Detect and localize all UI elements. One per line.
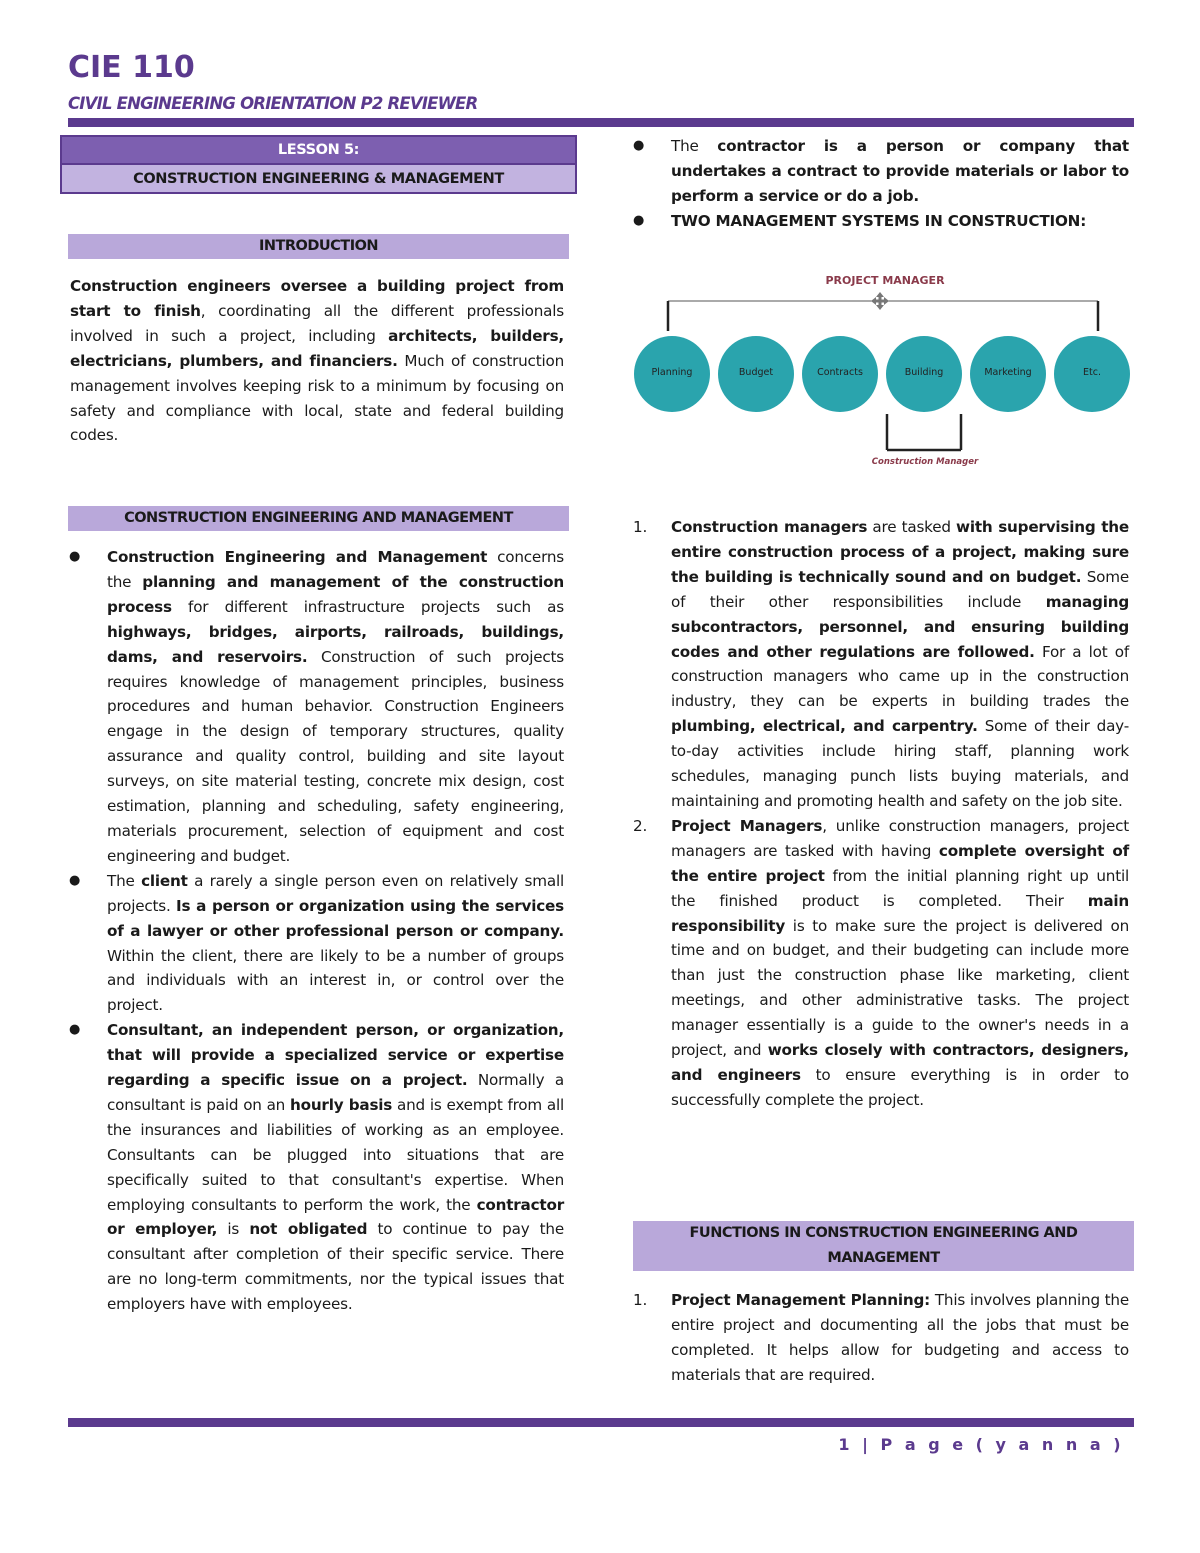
lesson-number: LESSON 5: <box>60 135 577 165</box>
node-label-etc: Etc. <box>1083 367 1101 378</box>
bullet-icon: ● <box>69 872 81 888</box>
managers-list <box>633 515 1130 1113</box>
bullet-icon: ● <box>633 138 645 153</box>
management-diagram <box>630 268 1140 473</box>
diagram-bottom-title: Construction Manager <box>871 457 979 467</box>
course-title: CIVIL ENGINEERING ORIENTATION P2 REVIEWER <box>68 94 478 113</box>
functions-heading-line1: FUNCTIONS IN CONSTRUCTION ENGINEERING AND <box>689 1225 1078 1241</box>
list-number: 2. <box>633 816 648 835</box>
node-label-contracts: Contracts <box>817 367 863 378</box>
header-rule <box>68 118 1134 127</box>
lesson-title: CONSTRUCTION ENGINEERING & MANAGEMENT <box>60 165 577 194</box>
list-number: 1. <box>633 518 648 536</box>
list-item: 1. Construction managers are tasked with supervising the entire construction process of a project, making sure the building is technically sound and on budget. Some of their other responsibilities include managing subcontractors, personnel, and ensuring building codes and other regulations are followed. For a lot of construction managers who came up in the construction industry, they can be experts in building trades the plumbing, electrical, and carpentry. Some of their day-to-day activities include hiring staff, planning work schedules, managing punch lists buying materials, and maintaining and promoting health and safety on the job site. <box>671 515 1129 814</box>
list-item <box>633 209 1129 234</box>
footer-rule <box>68 1418 1134 1427</box>
introduction-paragraph: Construction engineers oversee a building project from start to finish, coordinating all the different professionals involved in such a project, including architects, builders, electricians, plumbers, and financiers. Much of construction management involves keeping risk to a minimum by focusing on safety and compliance with local, state and federal building codes. <box>70 277 564 445</box>
introduction-heading: INTRODUCTION <box>68 234 569 259</box>
bullet-icon: ● <box>633 212 645 228</box>
list-item: ● The client a rarely a single person even on relatively small projects. Is a person or organization using the services of a lawyer or other professional person or company. Within the client, there are likely to be a number of groups and individuals with an interest in, or control over the project. <box>107 869 564 1018</box>
node-label-budget: Budget <box>738 367 774 378</box>
list-item: ● The contractor is a person or company that undertakes a contract to provide materials or labor to perform a service or do a job. <box>671 134 1129 209</box>
move-arrows-icon <box>871 292 889 310</box>
list-item: ● Consultant, an independent person, or organization, that will provide a specialized service or expertise regarding a specific issue on a project. Normally a consultant is paid on an hourly basis and is exempt from all the insurances and liabilities of working as an employee. Consultants can be plugged into situations that are specifically suited to that consultant's expertise. When employing consultants to perform the work, the contractor or employer, is not obligated to continue to pay the consultant after completion of their specific service. There are no long-term commitments, nor the typical issues that employers have with employees. <box>107 1018 564 1317</box>
cem-heading: CONSTRUCTION ENGINEERING AND MANAGEMENT <box>68 506 569 531</box>
node-label-marketing: Marketing <box>984 367 1032 378</box>
lesson-box <box>60 135 577 194</box>
page-footer: 1 | P a g e ( y a n n a ) <box>838 1435 1124 1454</box>
node-label-planning: Planning <box>651 367 693 378</box>
list-item: 2. Project Managers, unlike construction managers, project managers are tasked with having complete oversight of the entire project from the initial planning right up until the finished product is completed. Their main responsibility is to make sure the project is delivered on time and on budget, and their budgeting can include more than just the construction phase like marketing, client meetings, and other administrative tasks. The project manager essentially is a guide to the owner's needs in a project, and works closely with contractors, designers, and engineers to ensure everything is in order to successfully complete the project. <box>671 814 1129 1113</box>
list-item: 1. Project Management Planning: This involves planning the entire project and documenting all the jobs that must be completed. It helps allow for budgeting and access to materials that are required. <box>671 1288 1129 1388</box>
bullet-icon: ● <box>69 1022 81 1038</box>
cem-list <box>69 545 564 1317</box>
two-systems-label: TWO MANAGEMENT SYSTEMS IN CONSTRUCTION: <box>671 211 1087 230</box>
functions-list <box>633 1288 1129 1388</box>
list-item: ● Construction Engineering and Management concerns the planning and management of the construction process for different infrastructure projects such as highways, bridges, airports, railroads, buildings, dams, and reservoirs. Construction of such projects requires knowledge of management principles, business procedures and human behavior. Construction Engineers engage in the design of temporary structures, quality assurance and quality control, building and site layout surveys, on site material testing, concrete mix design, cost estimation, planning and scheduling, safety engineering, materials procurement, selection of equipment and cost engineering and budget. <box>107 545 564 869</box>
course-code: CIE 110 <box>68 50 195 85</box>
functions-heading <box>633 1221 1134 1271</box>
functions-heading-line2: MANAGEMENT <box>827 1250 940 1266</box>
contractor-list <box>633 134 1129 234</box>
list-number: 1. <box>633 1291 648 1309</box>
bullet-icon: ● <box>69 549 81 564</box>
diagram-top-title: PROJECT MANAGER <box>825 274 945 287</box>
node-label-building: Building <box>904 367 944 378</box>
